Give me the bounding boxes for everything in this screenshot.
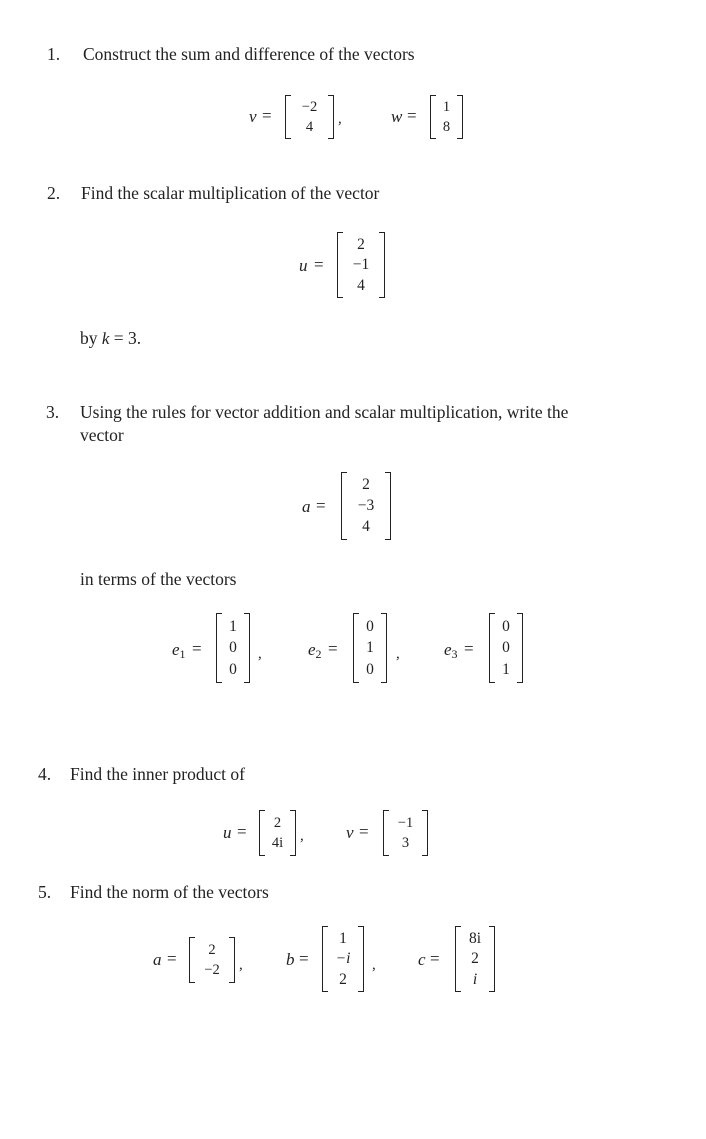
problem-4-text: Find the inner product of: [70, 764, 245, 784]
vector-entry: 0: [502, 617, 510, 635]
vector-entry: 0: [366, 660, 374, 678]
vector-u-label: u: [299, 256, 308, 275]
vector-entry: 4i: [271, 834, 284, 851]
vector-w-label: w: [391, 107, 403, 126]
problem-5-number: 5.: [38, 882, 52, 902]
basis-e2-label: $e_2$: [308, 640, 322, 661]
scalar-k: k: [101, 329, 110, 348]
separator-comma: ,: [396, 646, 400, 662]
basis-vector-e3: [489, 613, 523, 683]
equals-sign: =: [407, 106, 417, 125]
scalar-prefix: by: [80, 328, 102, 348]
vector-entry: 4: [305, 118, 314, 135]
basis-intro-text: in terms of the vectors: [80, 569, 237, 589]
vector-entry: 1: [229, 617, 237, 635]
vector-entry: 1: [442, 99, 451, 115]
vector-entry: 2: [339, 970, 347, 988]
vector-entry: 2: [357, 235, 365, 253]
equals-sign: =: [328, 639, 338, 658]
vector-entry: 8: [442, 118, 451, 135]
vector-entry: −1: [352, 256, 370, 274]
separator-comma: ,: [239, 957, 243, 973]
vector-a-label: a: [153, 950, 162, 969]
vector-b: [322, 926, 364, 992]
equals-sign: =: [359, 822, 369, 841]
vector-v-label: v: [249, 107, 257, 126]
vector-entry: 1: [502, 660, 510, 678]
separator-comma: ,: [338, 111, 342, 127]
vector-entry: 2: [208, 941, 216, 958]
vector-entry: −3: [357, 497, 375, 515]
vector-v: [285, 95, 334, 139]
vector-entry: 0: [229, 660, 237, 678]
equals-sign: =: [314, 255, 324, 274]
basis-e1-label: $e_1$: [172, 640, 186, 661]
vector-a: [341, 472, 391, 540]
vector-entry: 2: [471, 950, 479, 968]
vector-entry: 4: [362, 518, 370, 536]
problem-3-text-line2: vector: [80, 425, 124, 445]
problem-5-text: Find the norm of the vectors: [70, 882, 269, 902]
vector-entry: 2: [362, 476, 370, 494]
vector-v: [383, 810, 428, 856]
vector-u: [259, 810, 296, 856]
vector-entry: 3: [401, 834, 410, 851]
equals-sign: =: [192, 639, 202, 658]
problem-3-number: 3.: [46, 402, 60, 422]
problem-1-number: 1.: [47, 44, 61, 64]
separator-comma: ,: [372, 957, 376, 973]
vector-entry: −i: [335, 950, 351, 968]
separator-comma: ,: [258, 646, 262, 662]
vector-u: [337, 232, 385, 298]
problem-2-number: 2.: [47, 183, 61, 203]
equals-sign: =: [167, 949, 177, 968]
equals-sign: =: [262, 106, 272, 125]
vector-entry: −1: [397, 814, 414, 831]
vector-b-label: b: [286, 950, 295, 969]
vector-a-label: a: [302, 497, 311, 516]
equals-sign: =: [316, 496, 326, 515]
vector-entry: 0: [366, 617, 374, 635]
vector-entry: −2: [301, 99, 318, 115]
problem-1-text: Construct the sum and difference of the vectors: [83, 44, 415, 64]
scalar-statement: [80, 328, 141, 349]
vector-entry: 4: [357, 276, 365, 294]
basis-vector-e2: [353, 613, 387, 683]
vector-entry: 8i: [468, 929, 482, 947]
problem-2-text: Find the scalar multiplication of the vector: [81, 183, 380, 203]
vector-a: [189, 937, 235, 983]
vector-entry: i: [472, 970, 478, 988]
equals-sign: =: [299, 949, 309, 968]
problem-4-number: 4.: [38, 764, 52, 784]
vector-w: [430, 95, 463, 139]
vector-entry: 0: [229, 639, 237, 657]
equals-sign: =: [464, 639, 474, 658]
vector-u-label: u: [223, 823, 232, 842]
vector-entry: −2: [204, 961, 220, 978]
equals-sign: =: [430, 949, 440, 968]
problem-3-text-line1: Using the rules for vector addition and scalar multiplication, write the: [80, 402, 569, 422]
scalar-suffix: = 3.: [109, 328, 142, 348]
equals-sign: =: [237, 822, 247, 841]
vector-v-label: v: [346, 823, 354, 842]
vector-c-label: c: [418, 950, 426, 969]
vector-c: [455, 926, 495, 992]
vector-entry: 1: [339, 929, 347, 947]
vector-entry: 0: [502, 639, 510, 657]
separator-comma: ,: [300, 828, 304, 844]
basis-e3-label: $e_3$: [444, 640, 458, 661]
vector-entry: 1: [366, 639, 374, 657]
vector-entry: 2: [273, 814, 282, 831]
basis-vector-e1: [216, 613, 250, 683]
